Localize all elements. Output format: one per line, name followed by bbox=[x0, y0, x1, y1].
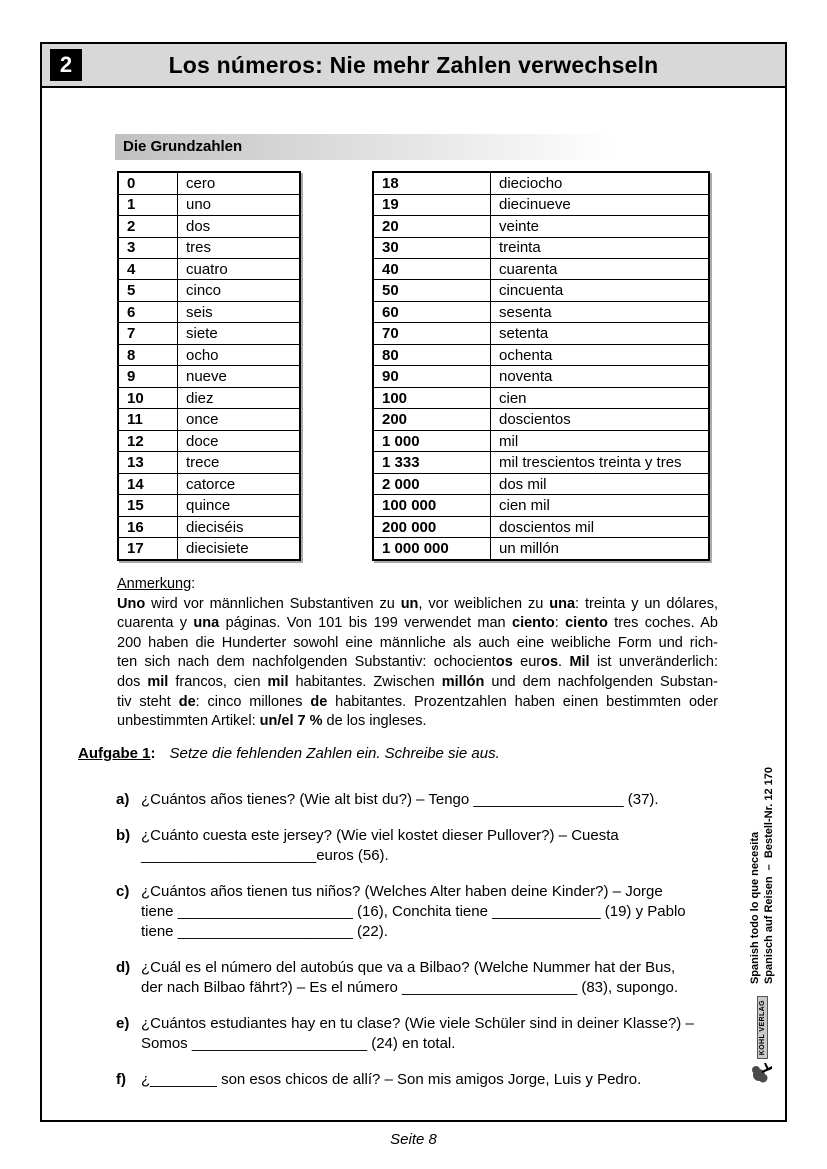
exercise-letter: d) bbox=[116, 959, 131, 976]
paragraph-line: unbestimmten Artikel: un/el 7 % de los ingleses. bbox=[117, 713, 427, 730]
number-cell: 90 bbox=[373, 366, 491, 387]
number-cell: 50 bbox=[373, 280, 491, 301]
spine-line-2: Spanisch auf Reisen – Bestell-Nr. 12 170 bbox=[763, 767, 775, 985]
table-row bbox=[118, 237, 300, 258]
table-row bbox=[118, 216, 300, 237]
word-cell: siete bbox=[178, 323, 301, 344]
word-cell: quince bbox=[178, 495, 301, 516]
book-spine bbox=[744, 767, 780, 1067]
paragraph-line: dos mil francos, cien mil habitantes. Zwischen millón und dem nachfolgenden Substan- bbox=[117, 673, 718, 690]
tree-icon bbox=[750, 1061, 774, 1083]
word-cell: sesenta bbox=[491, 301, 710, 322]
table-row bbox=[373, 258, 709, 279]
table-row bbox=[373, 366, 709, 387]
header-band bbox=[42, 44, 785, 88]
table-row bbox=[118, 258, 300, 279]
exercise-text bbox=[141, 826, 761, 866]
exercise-letter: e) bbox=[116, 1015, 130, 1032]
number-cell: 18 bbox=[373, 172, 491, 194]
number-cell: 19 bbox=[373, 194, 491, 215]
exercise-text-line: ¿Cuál es el número del autobús que va a Bilbao? (Welche Nummer hat der Bus, bbox=[141, 959, 676, 976]
anmerkung-label-line bbox=[117, 575, 718, 595]
word-cell: nueve bbox=[178, 366, 301, 387]
exercise-text-line: tiene _____________________ (16), Conchita tiene _____________ (19) y Pablo bbox=[141, 903, 686, 920]
table-row bbox=[373, 194, 709, 215]
number-cell: 16 bbox=[118, 516, 178, 537]
word-cell: tres bbox=[178, 237, 301, 258]
table-row bbox=[118, 430, 300, 451]
word-cell: mil trescientos treinta y tres bbox=[491, 452, 710, 473]
exercise-text-line: ¿Cuántos estudiantes hay en tu clase? (Wie viele Schüler sind in deiner Klasse?) – bbox=[141, 1015, 694, 1032]
spine-text bbox=[748, 767, 776, 984]
word-cell: doce bbox=[178, 430, 301, 451]
table-row bbox=[118, 344, 300, 365]
aufgabe-instruction: Setze die fehlenden Zahlen ein. Schreibe sie aus. bbox=[169, 745, 500, 762]
number-cell: 6 bbox=[118, 301, 178, 322]
aufgabe-label: Aufgabe 1 bbox=[78, 745, 151, 762]
number-cell: 1 333 bbox=[373, 452, 491, 473]
word-cell: ocho bbox=[178, 344, 301, 365]
number-cell: 20 bbox=[373, 216, 491, 237]
table-row bbox=[373, 538, 709, 560]
word-cell: uno bbox=[178, 194, 301, 215]
word-cell: noventa bbox=[491, 366, 710, 387]
number-cell: 9 bbox=[118, 366, 178, 387]
word-cell: diez bbox=[178, 387, 301, 408]
table-row bbox=[118, 301, 300, 322]
word-cell: cincuenta bbox=[491, 280, 710, 301]
table-row bbox=[118, 280, 300, 301]
exercise-item-d bbox=[116, 958, 761, 998]
word-cell: cuarenta bbox=[491, 258, 710, 279]
paragraph-line: 200 haben die Hunderter sowohl eine männliche als auch eine weibliche Form und rich- bbox=[117, 634, 718, 651]
exercise-text bbox=[141, 1014, 761, 1054]
anmerkung-label: Anmerkung bbox=[117, 576, 192, 592]
word-cell: once bbox=[178, 409, 301, 430]
exercise-text bbox=[141, 958, 761, 998]
table-row bbox=[118, 538, 300, 560]
number-cell: 8 bbox=[118, 344, 178, 365]
number-cell: 4 bbox=[118, 258, 178, 279]
table-row bbox=[118, 452, 300, 473]
number-cell: 5 bbox=[118, 280, 178, 301]
exercise-letter: b) bbox=[116, 827, 131, 844]
number-cell: 7 bbox=[118, 323, 178, 344]
word-cell: treinta bbox=[491, 237, 710, 258]
table-row bbox=[373, 280, 709, 301]
word-cell: un millón bbox=[491, 538, 710, 560]
number-cell: 40 bbox=[373, 258, 491, 279]
table-row bbox=[373, 452, 709, 473]
table-row bbox=[373, 301, 709, 322]
table-row bbox=[373, 237, 709, 258]
spine-line-1: Spanish todo lo que necesita bbox=[749, 831, 761, 985]
word-cell: ochenta bbox=[491, 344, 710, 365]
number-cell: 2 000 bbox=[373, 473, 491, 494]
word-cell: dos mil bbox=[491, 473, 710, 494]
table-row bbox=[118, 194, 300, 215]
exercise-text-line: tiene _____________________ (22). bbox=[141, 923, 388, 940]
page-box bbox=[40, 42, 787, 1122]
table-row bbox=[373, 430, 709, 451]
number-cell: 17 bbox=[118, 538, 178, 560]
exercise-letter: a) bbox=[116, 791, 130, 808]
word-cell: trece bbox=[178, 452, 301, 473]
aufgabe-colon: : bbox=[150, 745, 156, 762]
exercise-text bbox=[141, 882, 761, 942]
table-row bbox=[118, 409, 300, 430]
publisher-logo bbox=[750, 996, 774, 1083]
number-cell: 80 bbox=[373, 344, 491, 365]
aufgabe-heading bbox=[78, 745, 500, 762]
publisher-logo-text: KOHL VERLAG bbox=[757, 996, 768, 1059]
table-row bbox=[373, 409, 709, 430]
number-cell: 14 bbox=[118, 473, 178, 494]
exercise-text-line: der nach Bilbao fährt?) – Es el número _____________________ (83), supongo. bbox=[141, 979, 679, 996]
exercise-list bbox=[116, 790, 761, 1090]
word-cell: mil bbox=[491, 430, 710, 451]
word-cell: catorce bbox=[178, 473, 301, 494]
number-cell: 1 000 bbox=[373, 430, 491, 451]
number-cell: 13 bbox=[118, 452, 178, 473]
number-cell: 2 bbox=[118, 216, 178, 237]
table-row bbox=[373, 495, 709, 516]
word-cell: diecinueve bbox=[491, 194, 710, 215]
word-cell: dieciocho bbox=[491, 172, 710, 194]
number-cell: 100 000 bbox=[373, 495, 491, 516]
word-cell: cinco bbox=[178, 280, 301, 301]
exercise-text bbox=[141, 1070, 761, 1090]
exercise-item-c bbox=[116, 882, 761, 942]
number-cell: 1 000 000 bbox=[373, 538, 491, 560]
word-cell: seis bbox=[178, 301, 301, 322]
table-row bbox=[118, 473, 300, 494]
exercise-letter: f) bbox=[116, 1071, 126, 1088]
grundzahlen-heading: Die Grundzahlen bbox=[115, 134, 707, 160]
table-row bbox=[118, 387, 300, 408]
paragraph-line: Uno wird vor männlichen Substantiven zu un, vor weiblichen zu una: treinta y un dólares, bbox=[117, 595, 718, 612]
table-row bbox=[118, 516, 300, 537]
word-cell: cuatro bbox=[178, 258, 301, 279]
anmerkung-section bbox=[117, 575, 718, 732]
exercise-item-a bbox=[116, 790, 761, 810]
anmerkung-colon: : bbox=[191, 576, 196, 592]
anmerkung-paragraph bbox=[117, 595, 718, 732]
number-cell: 0 bbox=[118, 172, 178, 194]
table-row bbox=[373, 473, 709, 494]
number-cell: 200 000 bbox=[373, 516, 491, 537]
exercise-text-line: ¿Cuánto cuesta este jersey? (Wie viel kostet dieser Pullover?) – Cuesta bbox=[141, 827, 619, 844]
number-cell: 70 bbox=[373, 323, 491, 344]
number-cell: 30 bbox=[373, 237, 491, 258]
exercise-letter: c) bbox=[116, 883, 130, 900]
exercise-text-line: _____________________euros (56). bbox=[141, 847, 389, 864]
page-footer: Seite 8 bbox=[390, 1131, 437, 1148]
grundzahlen-table-right bbox=[372, 171, 710, 561]
table-row bbox=[373, 387, 709, 408]
exercise-text bbox=[141, 790, 761, 810]
number-cell: 10 bbox=[118, 387, 178, 408]
exercise-text-line: ¿Cuántos años tienes? (Wie alt bist du?) – Tengo __________________ (37). bbox=[141, 791, 659, 808]
exercise-item-e bbox=[116, 1014, 761, 1054]
exercise-text-line: ¿Cuántos años tienen tus niños? (Welches Alter haben deine Kinder?) – Jorge bbox=[141, 883, 663, 900]
table-row bbox=[118, 366, 300, 387]
table-row bbox=[118, 172, 300, 194]
exercise-item-f bbox=[116, 1070, 761, 1090]
word-cell: doscientos mil bbox=[491, 516, 710, 537]
number-cell: 60 bbox=[373, 301, 491, 322]
paragraph-line: tiv steht de: cinco millones de habitantes. Prozentzahlen haben einen bestimmten oder bbox=[117, 693, 719, 710]
word-cell: cien mil bbox=[491, 495, 710, 516]
paragraph-line: cuarenta y una páginas. Von 101 bis 199 verwendet man ciento: ciento tres coches. Ab bbox=[117, 615, 718, 632]
word-cell: cero bbox=[178, 172, 301, 194]
number-cell: 100 bbox=[373, 387, 491, 408]
word-cell: doscientos bbox=[491, 409, 710, 430]
word-cell: setenta bbox=[491, 323, 710, 344]
word-cell: diecisiete bbox=[178, 538, 301, 560]
word-cell: cien bbox=[491, 387, 710, 408]
section-number-badge: 2 bbox=[50, 49, 82, 81]
number-cell: 11 bbox=[118, 409, 178, 430]
number-cell: 15 bbox=[118, 495, 178, 516]
number-cell: 3 bbox=[118, 237, 178, 258]
page-title: Los números: Nie mehr Zahlen verwechseln bbox=[168, 51, 659, 78]
table-row bbox=[118, 495, 300, 516]
table-row bbox=[373, 172, 709, 194]
table-row bbox=[373, 516, 709, 537]
number-cell: 200 bbox=[373, 409, 491, 430]
table-row bbox=[373, 323, 709, 344]
number-cell: 12 bbox=[118, 430, 178, 451]
word-cell: dieciséis bbox=[178, 516, 301, 537]
table-row bbox=[118, 323, 300, 344]
exercise-text-line: ¿________ son esos chicos de allí? – Son mis amigos Jorge, Luis y Pedro. bbox=[141, 1071, 642, 1088]
grundzahlen-table-left bbox=[117, 171, 301, 561]
word-cell: veinte bbox=[491, 216, 710, 237]
word-cell: dos bbox=[178, 216, 301, 237]
exercise-item-b bbox=[116, 826, 761, 866]
exercise-text-line: Somos _____________________ (24) en total. bbox=[141, 1035, 456, 1052]
table-row bbox=[373, 344, 709, 365]
table-row bbox=[373, 216, 709, 237]
number-cell: 1 bbox=[118, 194, 178, 215]
paragraph-line: ten sich nach dem nachfolgenden Substantiv: ochocientos euros. Mil ist unveränderlich: bbox=[117, 654, 718, 671]
